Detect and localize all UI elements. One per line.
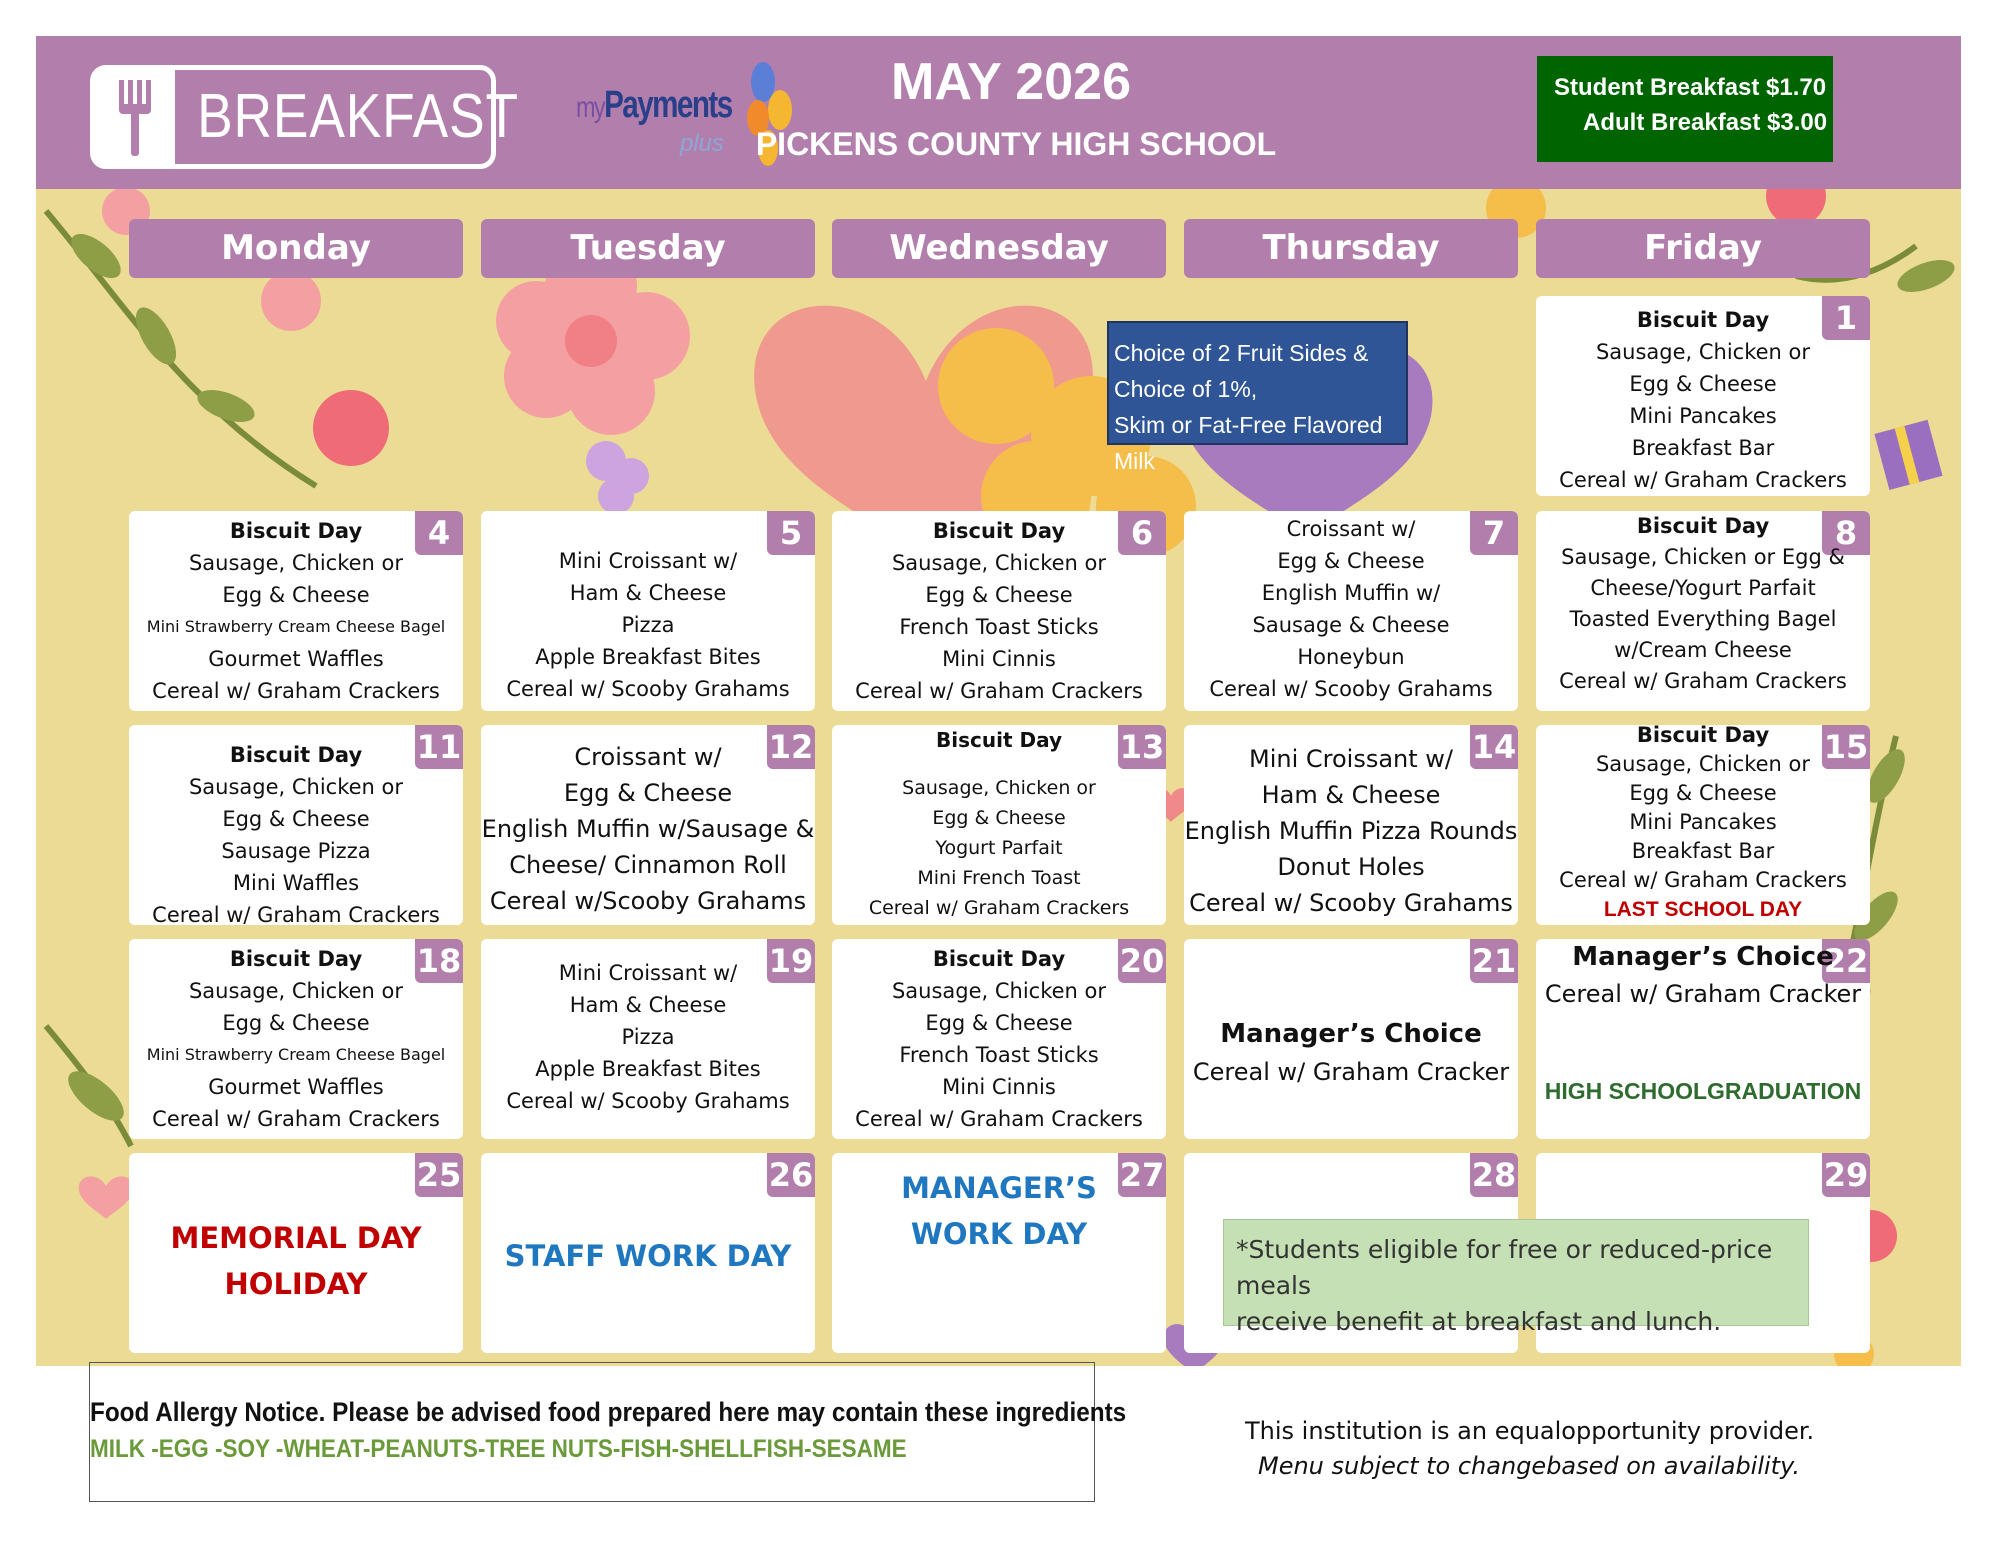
menu-item: Sausage, Chicken or	[188, 551, 404, 575]
holiday-line: HOLIDAY	[224, 1267, 368, 1301]
menu-item: Egg & Cheese	[925, 583, 1073, 607]
weekday-thursday: Thursday	[1184, 219, 1518, 278]
menu-item: Biscuit Day	[1636, 308, 1770, 332]
menu-item: Ham & Cheese	[1261, 781, 1441, 809]
eligibility-line: receive benefit at breakfast and lunch.	[1236, 1307, 1722, 1336]
menu-item: Egg & Cheese	[563, 779, 733, 807]
day-number: 1	[1822, 296, 1870, 340]
day-cell-11	[129, 725, 463, 925]
menu-item: English Muffin w/Sausage &	[481, 815, 815, 843]
menu-item: Cereal w/ Scooby Grahams	[1209, 677, 1493, 701]
menu-item: Manager’s Choice	[1220, 1019, 1482, 1049]
menu-item: Cereal w/ Graham Crackers	[1559, 468, 1847, 492]
food-allergy-notice	[89, 1362, 1127, 1502]
menu-item: Cereal w/ Graham Crackers	[1559, 669, 1847, 693]
menu-item: Mini Croissant w/	[558, 549, 738, 573]
day-number: 12	[767, 725, 815, 769]
menu-item: Biscuit Day	[229, 743, 363, 767]
milk-note-line: Skim or Fat-Free Flavored Milk	[1114, 412, 1383, 474]
menu-item: Biscuit Day	[936, 728, 1062, 752]
menu-item: Toasted Everything Bagel	[1569, 607, 1837, 631]
month-title: MAY 2026	[891, 53, 1131, 111]
day-cell-26	[481, 1153, 815, 1353]
menu-item: Cheese/ Cinnamon Roll	[509, 851, 787, 879]
milk-note-line: Choice of 2 Fruit Sides & Choice of 1%,	[1114, 340, 1369, 402]
staff-work-day-label	[481, 1233, 815, 1279]
menu-item: French Toast Sticks	[899, 615, 1099, 639]
menu-item: Biscuit Day	[1636, 725, 1770, 747]
weekday-friday: Friday	[1536, 219, 1870, 278]
day-number: 19	[767, 939, 815, 983]
managers-work-day-line: MANAGER’S	[901, 1171, 1097, 1205]
day-cell-13	[832, 725, 1166, 925]
menu-item: English Muffin w/	[1261, 581, 1441, 605]
menu-item: Breakfast Bar	[1631, 839, 1775, 863]
weekday-monday: Monday	[129, 219, 463, 278]
day-number: 7	[1470, 511, 1518, 555]
menu-item: Sausage, Chicken or	[188, 979, 404, 1003]
menu-item: Sausage, Chicken or	[891, 979, 1107, 1003]
menu-item: Sausage & Cheese	[1252, 613, 1450, 637]
menu-lines	[1536, 511, 1870, 697]
menu-item: Mini French Toast	[917, 867, 1081, 889]
menu-lines	[1184, 741, 1518, 921]
price-box	[1537, 56, 1833, 162]
menu-item: French Toast Sticks	[899, 1043, 1099, 1067]
menu-item: w/Cream Cheese	[1614, 638, 1792, 662]
menu-lines	[1184, 1015, 1518, 1091]
day-number: 29	[1822, 1153, 1870, 1197]
holiday-line: MEMORIAL DAY	[170, 1221, 422, 1255]
menu-lines	[1184, 513, 1518, 705]
fork-panel	[95, 70, 175, 164]
menu-item: Cereal w/ Graham Crackers	[868, 897, 1130, 919]
menu-item: Cereal w/ Scooby Grahams	[506, 1089, 790, 1113]
menu-item: Cereal w/ Graham Crackers	[152, 1107, 440, 1131]
managers-work-day-label	[832, 1165, 1166, 1257]
day-cell-27	[832, 1153, 1166, 1353]
graduation-label: HIGH SCHOOLGRADUATION	[1544, 1078, 1862, 1104]
menu-item: Sausage, Chicken or	[891, 551, 1107, 575]
day-cell-12	[481, 725, 815, 925]
menu-item: Cheese/Yogurt Parfait	[1590, 576, 1816, 600]
menu-item: Breakfast Bar	[1631, 436, 1775, 460]
milk-choice-note	[1107, 321, 1408, 474]
day-cell-19	[481, 939, 815, 1139]
day-number: 18	[415, 939, 463, 983]
menu-lines	[481, 545, 815, 705]
menu-item: Mini Strawberry Cream Cheese Bagel	[146, 617, 446, 636]
equal-opportunity-statement: This institution is an equalopportunity provider.	[1245, 1417, 1815, 1445]
day-number: 4	[415, 511, 463, 555]
day-number: 28	[1470, 1153, 1518, 1197]
menu-item: Mini Croissant w/	[558, 961, 738, 985]
menu-item: Mini Cinnis	[942, 647, 1056, 671]
day-number: 20	[1118, 939, 1166, 983]
allergy-notice-text: Food Allergy Notice. Please be advised food prepared here may contain these ingredients	[90, 1397, 1127, 1427]
menu-lines	[1536, 304, 1870, 496]
menu-item: Mini Croissant w/	[1248, 745, 1453, 773]
day-number: 13	[1118, 725, 1166, 769]
menu-item: Sausage, Chicken or	[1595, 752, 1811, 776]
weekday-wednesday: Wednesday	[832, 219, 1166, 278]
menu-item: Cereal w/ Graham Crackers	[855, 1107, 1143, 1131]
menu-item: Ham & Cheese	[569, 581, 727, 605]
mpp-wordmark	[576, 84, 732, 127]
menu-item: Biscuit Day	[932, 519, 1066, 543]
menu-item: Egg & Cheese	[1629, 781, 1777, 805]
menu-item: Cereal w/ Graham Cracker	[1192, 1058, 1510, 1086]
managers-work-day-line: WORK DAY	[910, 1217, 1088, 1251]
day-cell-6	[832, 511, 1166, 711]
menu-item: Cereal w/ Scooby Grahams	[506, 677, 790, 701]
fork-icon	[117, 80, 153, 156]
day-cell-21	[1184, 939, 1518, 1139]
menu-lines	[1536, 725, 1870, 924]
school-name: PICKENS COUNTY HIGH SCHOOL	[755, 126, 1277, 162]
mpp-my: my	[576, 91, 605, 124]
menu-item: Cereal w/ Graham Crackers	[855, 679, 1143, 703]
logo-text: BREAKFAST	[197, 82, 519, 151]
menu-item: Sausage Pizza	[221, 839, 371, 863]
day-cell-1	[1536, 296, 1870, 496]
menu-item: Yogurt Parfait	[935, 837, 1063, 859]
day-cell-14	[1184, 725, 1518, 925]
menu-item: Apple Breakfast Bites	[535, 1057, 761, 1081]
menu-item: Egg & Cheese	[222, 807, 370, 831]
menu-item: Pizza	[621, 613, 675, 637]
menu-change-disclaimer: Menu subject to changebased on availability.	[1258, 1452, 1801, 1480]
menu-item: Cereal w/ Scooby Grahams	[1189, 889, 1513, 917]
day-number: 11	[415, 725, 463, 769]
menu-item: Mini Strawberry Cream Cheese Bagel	[146, 1045, 446, 1064]
student-price: Student Breakfast $1.70	[1554, 74, 1827, 101]
menu-item: Cereal w/ Graham Crackers	[1559, 868, 1847, 892]
menu-item: Biscuit Day	[1636, 514, 1770, 538]
day-number: 27	[1118, 1153, 1166, 1197]
holiday-label	[129, 1215, 463, 1307]
menu-item: Manager’s Choice	[1572, 942, 1834, 972]
menu-lines	[129, 515, 463, 707]
day-cell-4	[129, 511, 463, 711]
menu-item: Honeybun	[1297, 645, 1405, 669]
menu-lines	[481, 957, 815, 1117]
menu-item: Sausage, Chicken or	[902, 777, 1096, 799]
menu-item: Biscuit Day	[932, 947, 1066, 971]
day-number: 5	[767, 511, 815, 555]
menu-item: Egg & Cheese	[932, 807, 1066, 829]
menu-item: Mini Cinnis	[942, 1075, 1056, 1099]
menu-item: Mini Pancakes	[1629, 404, 1777, 428]
day-number: 6	[1118, 511, 1166, 555]
menu-item: Egg & Cheese	[925, 1011, 1073, 1035]
day-cell-22	[1536, 939, 1870, 1139]
eligibility-note	[1223, 1219, 1809, 1336]
day-cell-25	[129, 1153, 463, 1353]
day-number: 14	[1470, 725, 1518, 769]
last-school-day-label: LAST SCHOOL DAY	[1603, 898, 1803, 921]
menu-item: English Muffin Pizza Rounds	[1184, 817, 1518, 845]
menu-item: Biscuit Day	[229, 947, 363, 971]
day-cell-8	[1536, 511, 1870, 711]
day-cell-18	[129, 939, 463, 1139]
menu-lines	[832, 943, 1166, 1135]
day-number: 15	[1822, 725, 1870, 769]
menu-item: Egg & Cheese	[1629, 372, 1777, 396]
menu-item: Mini Waffles	[232, 871, 360, 895]
menu-lines	[832, 515, 1166, 707]
menu-item: Gourmet Waffles	[208, 1075, 384, 1099]
menu-item: Croissant w/	[1286, 517, 1416, 541]
menu-item: Sausage, Chicken or	[1595, 340, 1811, 364]
day-number: 26	[767, 1153, 815, 1197]
menu-item: Egg & Cheese	[222, 1011, 370, 1035]
menu-item: Mini Pancakes	[1629, 810, 1777, 834]
calendar-page	[36, 36, 1961, 1366]
menu-item: Cereal w/ Graham Cracker	[1544, 980, 1862, 1008]
adult-price: Adult Breakfast $3.00	[1583, 109, 1828, 136]
day-cell-5	[481, 511, 815, 711]
menu-item: Cereal w/Scooby Grahams	[489, 887, 807, 915]
menu-lines	[481, 739, 815, 919]
staff-work-day-line: STAFF WORK DAY	[504, 1239, 792, 1273]
day-number: 22	[1822, 939, 1870, 983]
day-cell-7	[1184, 511, 1518, 711]
menu-item: Cereal w/ Graham Crackers	[152, 679, 440, 703]
day-cell-20	[832, 939, 1166, 1139]
menu-item: Egg & Cheese	[1277, 549, 1425, 573]
menu-item: Ham & Cheese	[569, 993, 727, 1017]
menu-item: Apple Breakfast Bites	[535, 645, 761, 669]
menu-item: Sausage, Chicken or	[188, 775, 404, 799]
day-number: 21	[1470, 939, 1518, 983]
menu-lines	[129, 739, 463, 925]
day-number: 8	[1822, 511, 1870, 555]
eligibility-line: *Students eligible for free or reduced-price meals	[1236, 1235, 1773, 1300]
menu-item: Croissant w/	[574, 743, 722, 771]
menu-item: Pizza	[621, 1025, 675, 1049]
menu-lines	[1536, 939, 1870, 1013]
menu-item: Donut Holes	[1277, 853, 1425, 881]
menu-item: Gourmet Waffles	[208, 647, 384, 671]
mpp-payments: Payments	[604, 84, 732, 126]
menu-item: Cereal w/ Graham Crackers	[152, 903, 440, 925]
day-number: 25	[415, 1153, 463, 1197]
menu-lines	[129, 943, 463, 1135]
menu-item: Egg & Cheese	[222, 583, 370, 607]
allergen-list: MILK -EGG -SOY -WHEAT-PEANUTS-TREE NUTS-FISH-SHELLFISH-SESAME	[90, 1435, 907, 1463]
mpp-plus: plus	[680, 130, 725, 157]
menu-item: Sausage, Chicken or Egg &	[1561, 545, 1845, 569]
breakfast-logo	[90, 65, 519, 169]
menu-lines	[832, 725, 1166, 923]
header-banner	[36, 36, 1961, 189]
menu-item: Biscuit Day	[229, 519, 363, 543]
day-cell-15	[1536, 725, 1870, 925]
weekday-tuesday: Tuesday	[481, 219, 815, 278]
